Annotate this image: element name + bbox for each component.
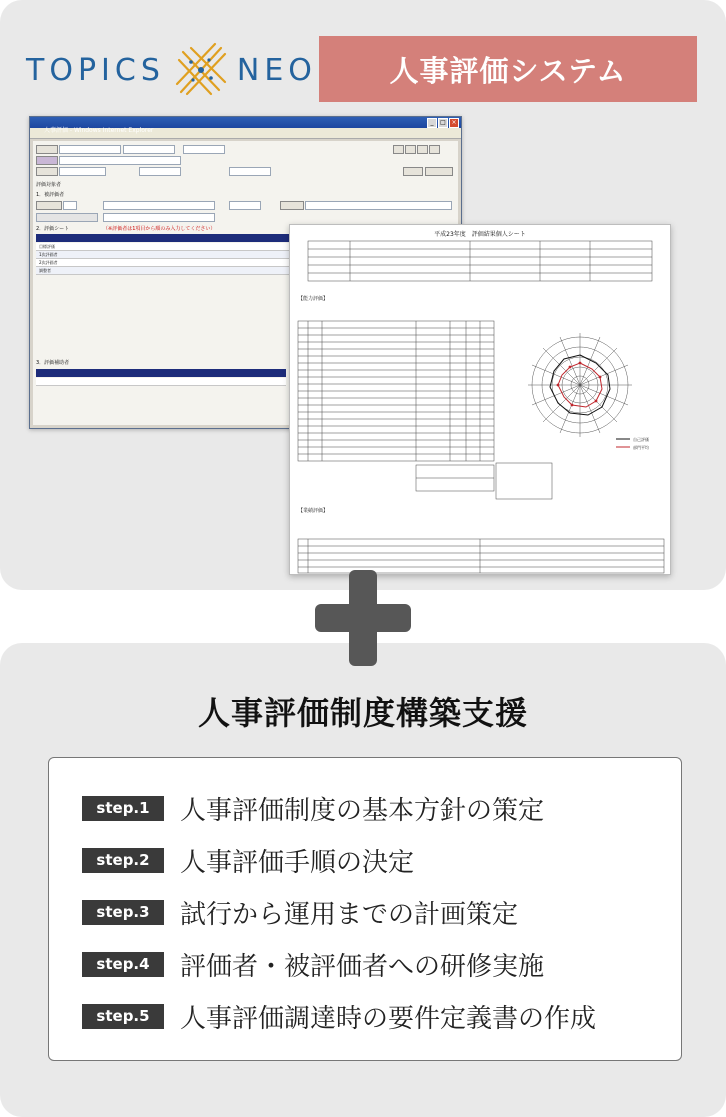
row-label: 調整者 [39,268,51,273]
grid-row [36,267,291,275]
form-field [123,145,175,154]
sheet-section-ability: 【能力評価】 [298,296,329,302]
form-field [139,167,181,176]
form-button [36,167,58,176]
section-3-label: 3．評価補助者 [36,360,70,366]
step-item [82,792,544,824]
logo-text-neo: NEO [236,52,317,88]
row-label: 1次評価者 [39,252,58,257]
form-field [103,201,215,210]
form-button [36,156,58,165]
grid-row [36,378,286,386]
plus-icon-horizontal [315,604,411,632]
logo-text-topics: TOPICS [26,52,165,88]
form-field [229,201,261,210]
form-field [36,213,98,222]
logo-sparkle-icon [173,42,229,98]
topics-neo-logo [26,40,317,100]
sheet-drawing [290,225,670,574]
step-badge: step.1 [82,796,164,821]
red-note: （※評価者は1項目から順のみ入力してください） [103,226,216,232]
step-badge: step.5 [82,1004,164,1029]
form-button [280,201,304,210]
form-field [103,213,215,222]
form-field [59,156,181,165]
step-badge: step.4 [82,952,164,977]
evaluation-sheet [289,224,671,575]
legend-eval: 部門平均 [633,445,649,450]
grid-header [36,369,286,377]
minimize-icon: _ [427,118,437,128]
grid-row [36,243,291,251]
row-label: 2次評価者 [39,260,58,265]
window-titlebar [30,117,461,134]
form-field [63,201,77,210]
support-title: 人事評価制度構築支援 [197,694,528,732]
form-field [229,167,271,176]
step-item [82,896,518,928]
form-button [36,145,58,154]
steps-list [48,757,682,1061]
nav-button [417,145,428,154]
form-field [183,145,225,154]
nav-button [429,145,440,154]
close-icon: × [449,118,459,128]
form-field [59,145,121,154]
window-title: 人事評価 - Windows Internet Explorer [44,127,154,134]
step-badge: step.3 [82,900,164,925]
step-item [82,1000,596,1032]
step-text: 評価者・被評価者への研修実施 [180,951,545,982]
maximize-icon: □ [438,118,448,128]
legend-self: 自己評価 [633,437,649,442]
nav-button [405,145,416,154]
form-button [425,167,453,176]
section-2-label: 2．評価シート [36,226,70,232]
grid-row [36,251,291,259]
form-button [403,167,423,176]
section-1-label: 1．被評価者 [36,192,65,198]
grid-header [36,234,291,242]
step-item [82,948,544,980]
form-field [305,201,452,210]
step-item [82,844,414,876]
step-badge: step.2 [82,848,164,873]
system-title-banner [319,36,697,102]
grid-row [36,259,291,267]
form-field [59,167,106,176]
step-text: 人事評価制度の基本方針の策定 [180,795,545,826]
window-controls [427,118,459,128]
row-label: 目標評価 [39,244,55,249]
step-text: 人事評価調達時の要件定義書の作成 [180,1003,597,1034]
form-button [36,201,62,210]
nav-button [393,145,404,154]
step-text: 試行から運用までの計画策定 [180,899,519,930]
sheet-title: 平成23年度 評価結果個人シート [434,231,526,238]
step-text: 人事評価手順の決定 [180,847,415,878]
target-label: 評価対象者 [36,182,62,188]
sheet-section-performance: 【業績評価】 [298,508,329,514]
system-title: 人事評価システム [389,53,627,88]
